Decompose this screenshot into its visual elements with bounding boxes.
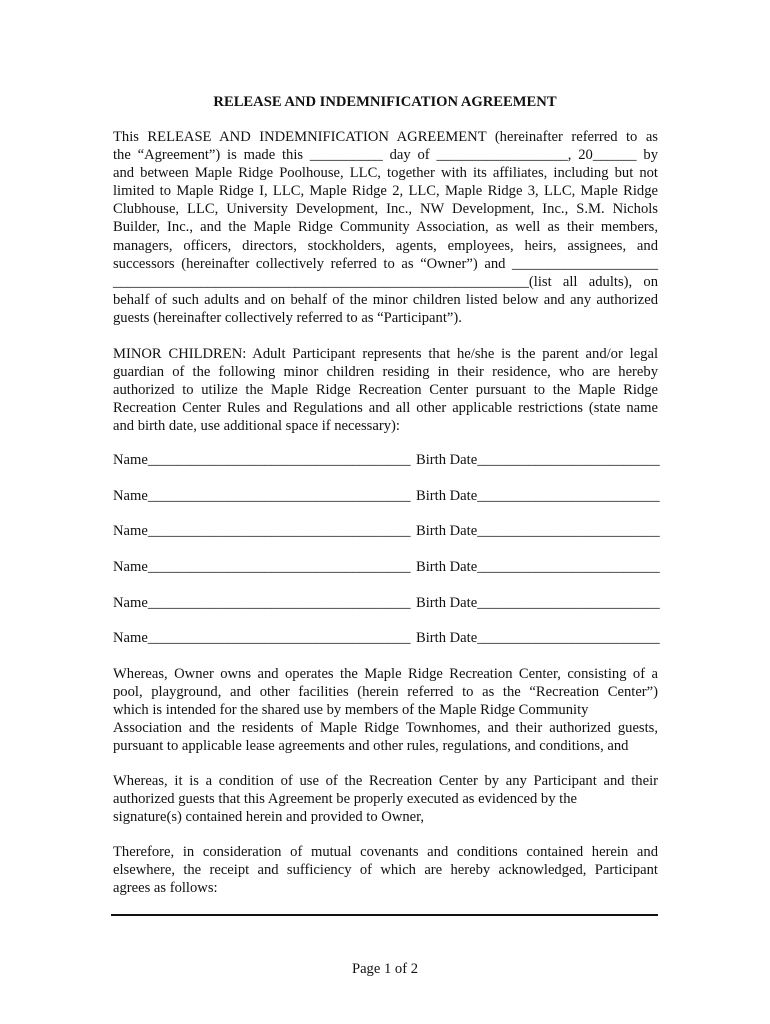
child-name-field[interactable]: Name____________________________________	[113, 523, 411, 539]
intro-line: behalf of such adults and on behalf of the minor children listed below and any authorized	[113, 291, 658, 308]
minor-line: and birth date, use additional space if necessary):	[113, 418, 400, 435]
whereas-line: signature(s) contained herein and provided to Owner,	[113, 809, 425, 826]
intro-paragraph	[113, 128, 658, 327]
therefore-line: agrees as follows:	[113, 880, 218, 897]
intro-line: limited to Maple Ridge I, LLC, Maple Ridge 2, LLC, Maple Ridge 3, LLC, Maple Ridge	[113, 183, 658, 200]
child-name-field[interactable]: Name____________________________________	[113, 488, 411, 504]
therefore-line: elsewhere, the receipt and sufficiency of which are hereby acknowledged, Participant	[113, 862, 658, 879]
document-title: RELEASE AND INDEMNIFICATION AGREEMENT	[213, 94, 557, 110]
child-entry-row	[113, 452, 658, 470]
whereas-line: Whereas, Owner owns and operates the Maple Ridge Recreation Center, consisting of a	[113, 666, 658, 682]
therefore-paragraph	[113, 843, 658, 897]
child-entry-row	[113, 595, 658, 613]
intro-line: _________________________________________________________(list all adults), on	[113, 273, 658, 290]
child-name-field[interactable]: Name____________________________________	[113, 559, 411, 575]
whereas-condition-paragraph	[113, 772, 658, 826]
intro-line: Clubhouse, LLC, University Development, Inc., NW Development, Inc., S.M. Nichols	[113, 201, 658, 218]
intro-line: guests (hereinafter collectively referred to as “Participant”).	[113, 309, 462, 326]
child-birth-date-field[interactable]: Birth Date_________________________	[416, 630, 660, 646]
child-entry-row	[113, 630, 658, 648]
child-entry-row	[113, 523, 658, 541]
child-name-field[interactable]: Name____________________________________	[113, 630, 411, 646]
whereas-line: authorized guests that this Agreement be properly executed as evidenced by the	[113, 791, 577, 808]
child-birth-date-field[interactable]: Birth Date_________________________	[416, 595, 660, 611]
whereas-line: pursuant to applicable lease agreements and other rules, regulations, and conditions, and	[113, 738, 629, 755]
minor-children-paragraph	[113, 345, 658, 435]
child-name-field[interactable]: Name____________________________________	[113, 452, 411, 468]
minor-line: Recreation Center Rules and Regulations and all other applicable restrictions (state name	[113, 400, 658, 417]
intro-line: Builder, Inc., and the Maple Ridge Community Association, as well as their members,	[113, 219, 658, 236]
child-name-field[interactable]: Name____________________________________	[113, 595, 411, 611]
intro-line: and between Maple Ridge Poolhouse, LLC, together with its affiliates, including but not	[113, 165, 658, 182]
child-birth-date-field[interactable]: Birth Date_________________________	[416, 559, 660, 575]
whereas-line: Whereas, it is a condition of use of the Recreation Center by any Participant and their	[113, 773, 658, 789]
page-number: Page 1 of 2	[351, 961, 419, 977]
child-birth-date-field[interactable]: Birth Date_________________________	[416, 488, 660, 504]
whereas-line: which is intended for the shared use by members of the Maple Ridge Community	[113, 702, 589, 719]
intro-line: managers, officers, directors, stockholders, agents, employees, heirs, assignees, and	[113, 237, 658, 254]
child-birth-date-field[interactable]: Birth Date_________________________	[416, 452, 660, 468]
therefore-line: Therefore, in consideration of mutual covenants and conditions contained herein and	[113, 844, 658, 860]
minor-line: MINOR CHILDREN: Adult Participant represents that he/she is the parent and/or legal	[113, 346, 658, 362]
minor-line: guardian of the following minor children residing in their residence, who are hereby	[113, 364, 658, 381]
intro-line: the “Agreement”) is made this __________ day of __________________, 20______ by	[113, 147, 658, 164]
child-entry-row	[113, 559, 658, 577]
minor-line: authorized to utilize the Maple Ridge Recreation Center pursuant to the Maple Ridge	[113, 382, 658, 399]
whereas-line: pool, playground, and other facilities (herein referred to as the “Recreation Center”)	[113, 684, 658, 701]
child-entry-row	[113, 488, 658, 506]
whereas-line: Association and the residents of Maple Ridge Townhomes, and their authorized guests,	[113, 720, 658, 737]
intro-line: successors (hereinafter collectively referred to as “Owner”) and ____________________	[113, 255, 658, 272]
intro-line: This RELEASE AND INDEMNIFICATION AGREEMENT (hereinafter referred to as	[113, 129, 658, 145]
footer-divider	[111, 914, 658, 916]
child-birth-date-field[interactable]: Birth Date_________________________	[416, 523, 660, 539]
whereas-recreation-center-paragraph	[113, 665, 658, 755]
